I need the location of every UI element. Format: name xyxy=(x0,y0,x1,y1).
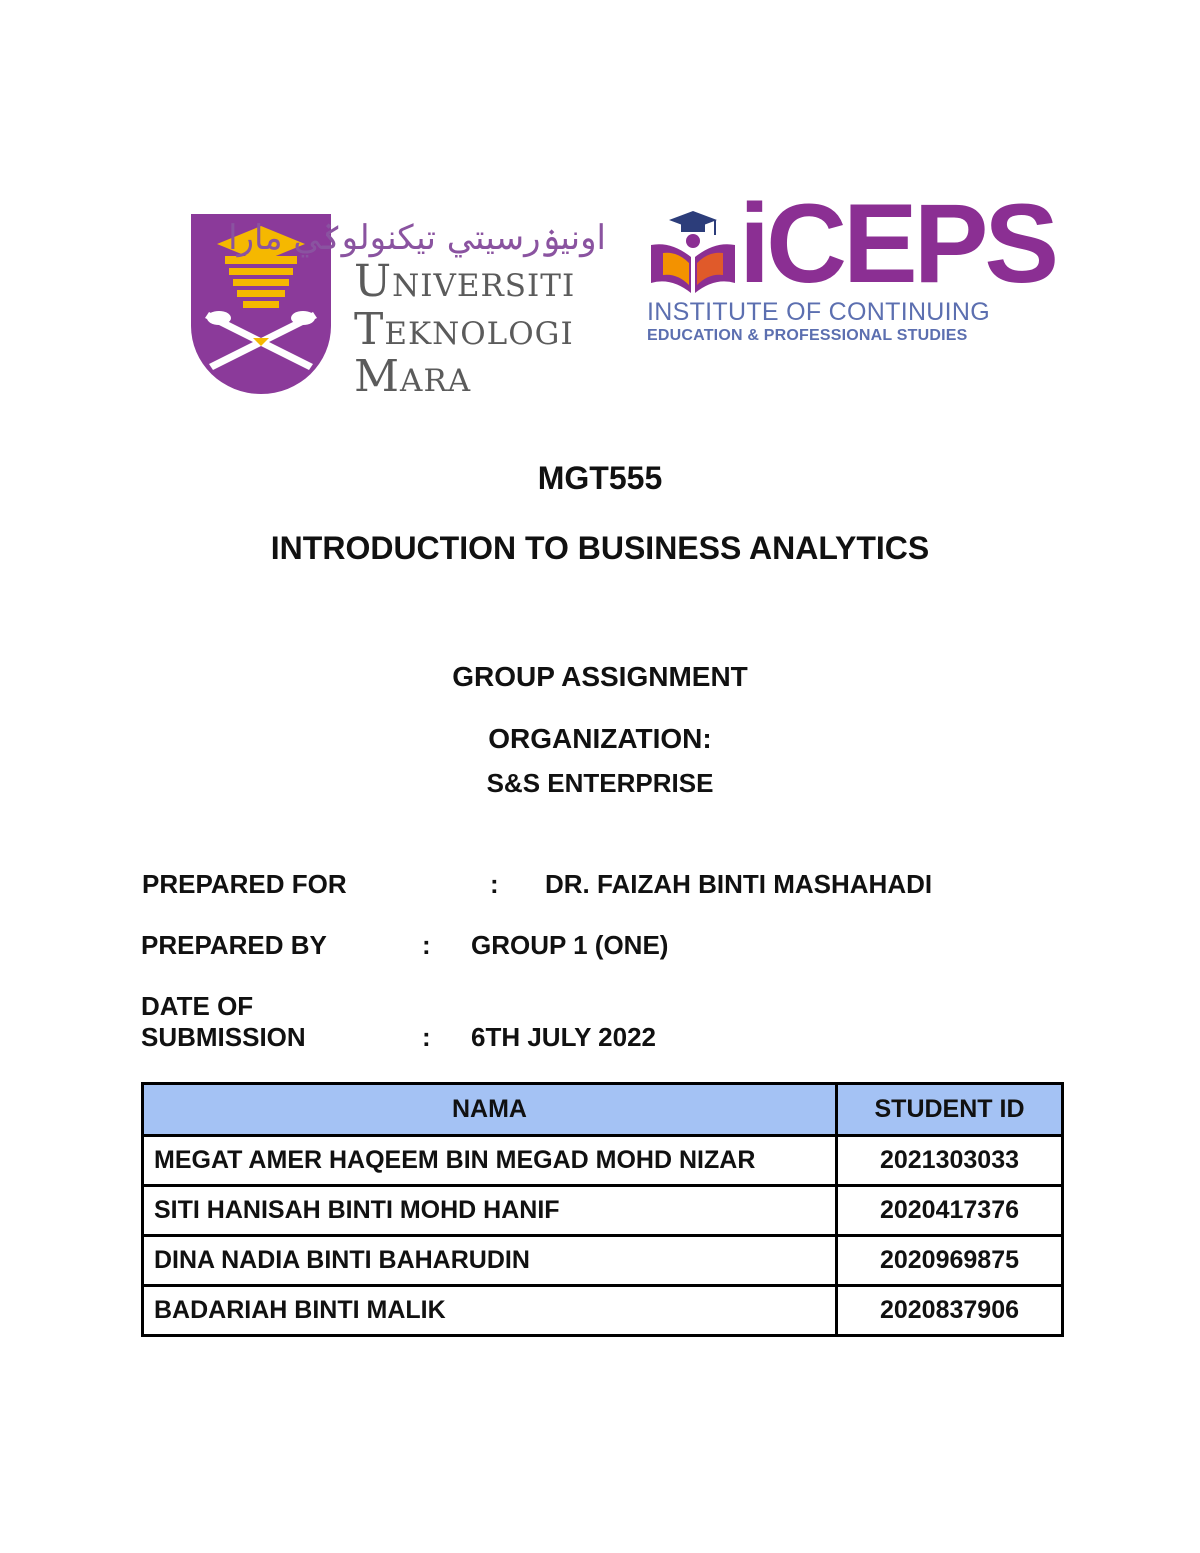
table-row xyxy=(143,1136,1063,1186)
header-name: NAMA xyxy=(143,1084,837,1136)
prepared-for-label: PREPARED FOR xyxy=(142,869,347,899)
prepared-by-colon: : xyxy=(422,930,431,960)
book-graduation-cap-icon xyxy=(647,211,739,295)
table-row xyxy=(143,1186,1063,1236)
organization-name: S&S ENTERPRISE xyxy=(486,768,714,798)
course-code: MGT555 xyxy=(537,460,663,496)
uitm-name-line2: Teknologi xyxy=(354,304,574,355)
prepared-by-label: PREPARED BY xyxy=(141,930,327,960)
prepared-for-colon: : xyxy=(490,869,499,899)
student-id: 2020417376 xyxy=(837,1186,1063,1236)
assignment-type: GROUP ASSIGNMENT xyxy=(452,661,748,692)
student-name: MEGAT AMER HAQEEM BIN MEGAD MOHD NIZAR xyxy=(143,1136,837,1186)
submission-date-colon: : xyxy=(422,1022,431,1052)
course-title: INTRODUCTION TO BUSINESS ANALYTICS xyxy=(270,530,930,566)
student-id: 2020969875 xyxy=(837,1236,1063,1286)
iceps-wordmark: iCEPS xyxy=(739,181,1056,306)
prepared-for-value: DR. FAIZAH BINTI MASHAHADI xyxy=(545,869,933,899)
students-table xyxy=(141,1082,1064,1337)
submission-date-value: 6TH JULY 2022 xyxy=(471,1022,657,1052)
table-header-row xyxy=(143,1084,1063,1136)
header-student-id: STUDENT ID xyxy=(837,1084,1063,1136)
iceps-subtitle-line2: EDUCATION & PROFESSIONAL STUDIES xyxy=(647,327,968,344)
uitm-jawi-text: اونيۏرسيتي تيکنولوݢي مارا xyxy=(228,218,606,258)
prepared-by-value: GROUP 1 (ONE) xyxy=(471,930,669,960)
uitm-name-line1: Universiti xyxy=(354,256,576,307)
student-id: 2020837906 xyxy=(837,1286,1063,1336)
table-row xyxy=(143,1236,1063,1286)
organization-label: ORGANIZATION: xyxy=(488,723,712,754)
table-row xyxy=(143,1286,1063,1336)
student-id: 2021303033 xyxy=(837,1136,1063,1186)
submission-date-label-line2: SUBMISSION xyxy=(141,1022,306,1052)
uitm-logo xyxy=(191,214,606,402)
submission-date-label-line1: DATE OF xyxy=(141,991,254,1021)
student-name: BADARIAH BINTI MALIK xyxy=(143,1286,837,1336)
student-name: DINA NADIA BINTI BAHARUDIN xyxy=(143,1236,837,1286)
uitm-name-line3: Mara xyxy=(354,351,472,402)
iceps-logo xyxy=(647,181,1056,347)
student-name: SITI HANISAH BINTI MOHD HANIF xyxy=(143,1186,837,1236)
iceps-subtitle-line1: INSTITUTE OF CONTINUING xyxy=(647,298,990,326)
